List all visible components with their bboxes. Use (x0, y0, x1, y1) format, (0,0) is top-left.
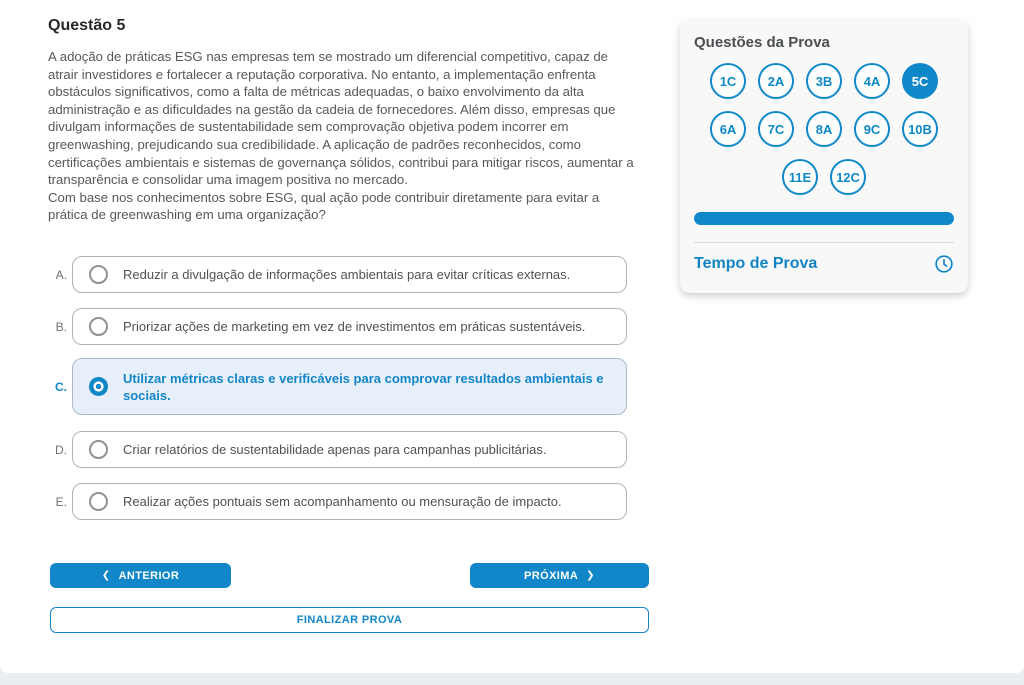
exam-questions-panel (680, 20, 968, 293)
option-text: Realizar ações pontuais sem acompanhamento ou mensuração de impacto. (123, 494, 562, 509)
question-nav-2[interactable]: 2A (758, 63, 794, 99)
option-text: Priorizar ações de marketing em vez de investimentos em práticas sustentáveis. (123, 319, 586, 334)
option-letter: C. (55, 379, 67, 394)
option-row-b (48, 308, 649, 345)
option-a[interactable] (72, 256, 627, 293)
option-c-selected[interactable] (72, 358, 627, 415)
option-e[interactable] (72, 483, 627, 520)
option-text: Reduzir a divulgação de informações ambientais para evitar críticas externas. (123, 267, 571, 282)
next-button-label: PRÓXIMA (524, 569, 579, 582)
question-nav-11[interactable]: 11E (782, 159, 818, 195)
previous-button-label: ANTERIOR (118, 569, 180, 582)
option-text: Utilizar métricas claras e verificáveis para comprovar resultados ambientais e sociais. (123, 370, 604, 403)
question-nav-row-2 (694, 111, 954, 147)
question-nav-8[interactable]: 8A (806, 111, 842, 147)
panel-title: Questões da Prova (694, 34, 830, 51)
panel-divider (694, 242, 954, 243)
finish-exam-button[interactable]: FINALIZAR PROVA (50, 607, 649, 633)
question-nav-4[interactable]: 4A (854, 63, 890, 99)
option-row-a (48, 256, 649, 293)
option-row-e (48, 483, 649, 520)
question-nav-3[interactable]: 3B (806, 63, 842, 99)
option-b[interactable] (72, 308, 627, 345)
next-button[interactable] (470, 563, 649, 588)
option-letter: D. (55, 442, 67, 457)
chevron-left-icon: ❮ (101, 570, 111, 581)
exam-progress-bar (694, 212, 954, 225)
option-row-d (48, 431, 649, 468)
radio-icon[interactable] (89, 265, 108, 284)
question-nav-row-1 (694, 63, 954, 99)
question-title: Questão 5 (48, 17, 126, 34)
radio-icon[interactable] (89, 440, 108, 459)
question-nav-row-3 (694, 159, 954, 195)
question-nav-5-active[interactable]: 5C (902, 63, 938, 99)
radio-icon[interactable] (89, 317, 108, 336)
option-text: Criar relatórios de sustentabilidade apenas para campanhas publicitárias. (123, 442, 547, 457)
radio-selected-icon[interactable] (89, 377, 108, 396)
question-body-paragraph: A adoção de práticas ESG nas empresas tem se mostrado um diferencial competitivo, capaz de atrair investidores e fortalecer a reputação corporativa. No entanto, a implementação enfrenta obstáculos significativos, como a falta de métricas adequadas, o baixo envolvimento da alta administração e as dificuldades na gestão da cadeia de fornecedores. Além disso, empresas que divulgam informações de sustentabilidade sem comprovação objetiva podem incorrer em greenwashing, prejudicando sua credibilidade. A aplicação de padrões reconhecidos, como certificações ambientais e sistemas de governança sólidos, contribui para mitigar riscos, aumentar a transparência e consolidar uma imagem positiva no mercado. (48, 49, 634, 188)
radio-icon[interactable] (89, 492, 108, 511)
option-letter: A. (55, 267, 67, 282)
question-nav-1[interactable]: 1C (710, 63, 746, 99)
timer-row (694, 254, 954, 274)
option-row-c (48, 358, 649, 415)
question-nav-6[interactable]: 6A (710, 111, 746, 147)
question-nav-12[interactable]: 12C (830, 159, 866, 195)
question-prompt: Com base nos conhecimentos sobre ESG, qual ação pode contribuir diretamente para evitar a prática de greenwashing em uma organização? (48, 189, 600, 223)
option-d[interactable] (72, 431, 627, 468)
question-nav-7[interactable]: 7C (758, 111, 794, 147)
previous-button[interactable] (50, 563, 231, 588)
question-nav-9[interactable]: 9C (854, 111, 890, 147)
option-letter: E. (55, 494, 67, 509)
timer-label: Tempo de Prova (694, 255, 818, 272)
question-nav-10[interactable]: 10B (902, 111, 938, 147)
clock-icon (934, 254, 954, 274)
exam-progress-fill (694, 212, 954, 225)
chevron-right-icon: ❯ (586, 570, 595, 581)
question-text (48, 48, 636, 224)
option-letter: B. (55, 319, 67, 334)
